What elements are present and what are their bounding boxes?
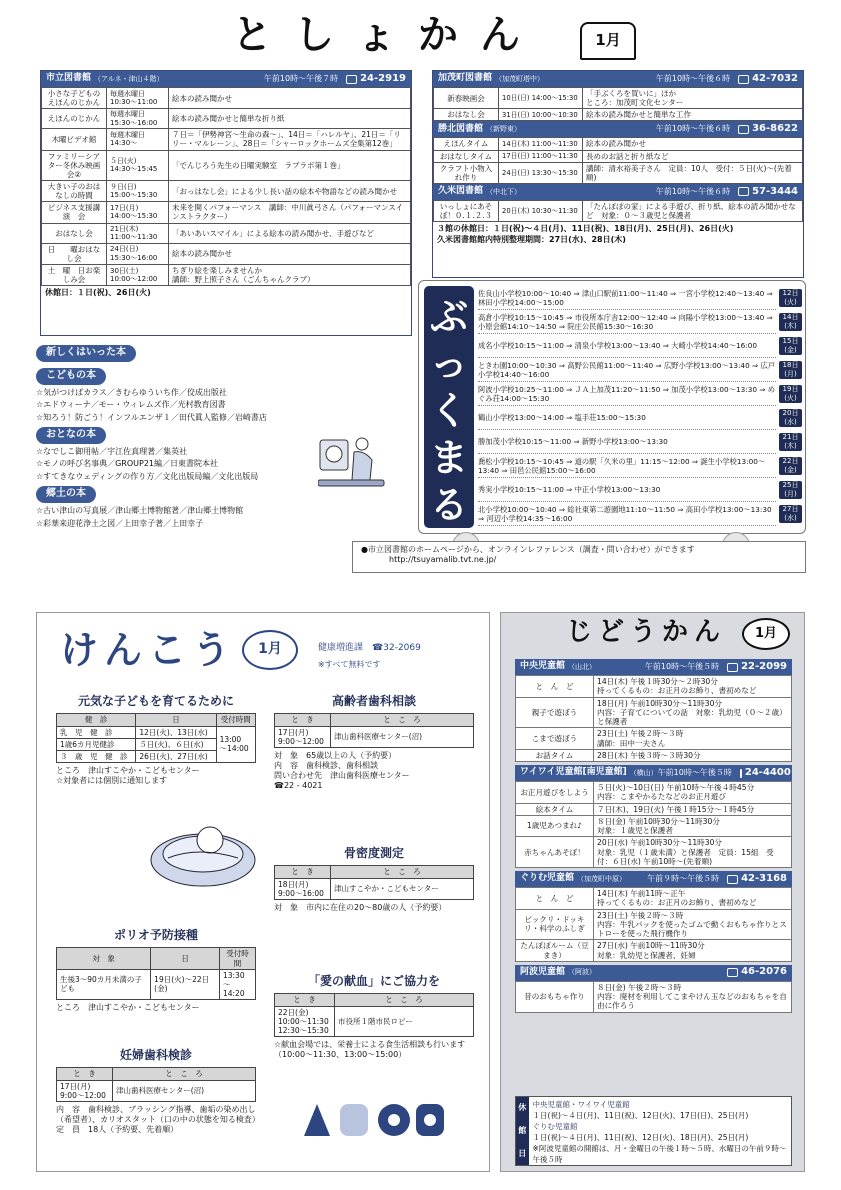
event-name: と ん ど bbox=[516, 888, 594, 910]
table-row bbox=[516, 888, 792, 910]
list-item: ☆知ろう！防ごう！インフルエンザ１／田代眞人監修／岩崎書店 bbox=[36, 412, 267, 422]
closed-label-char: 日 bbox=[518, 1148, 527, 1158]
closed-line: ※阿波児童館の開館は、月・金曜日の午後１時～５時、水曜日の午前９時～午後５時 bbox=[532, 1144, 787, 1164]
schedule-weekday: (水) bbox=[784, 513, 797, 522]
event-detail: ５日(火)～10日(日) 午前10時～午後４時45分 内容：こまやかるたなどのお正月遊び bbox=[594, 782, 792, 804]
phone-icon bbox=[727, 875, 738, 884]
table-row bbox=[434, 138, 803, 150]
table-row bbox=[42, 264, 411, 285]
kamo-header: 加茂町図書館 （加茂町塔中） 午前10時～午後６時 42-7032 bbox=[433, 71, 803, 87]
schedule-day: 14日 bbox=[782, 313, 799, 321]
center-name: ワイワイ児童館[南児童館] bbox=[520, 767, 627, 778]
event-detail: 絵本の読み聞かせ bbox=[169, 243, 411, 264]
table-row bbox=[42, 129, 411, 150]
checkup-date: ５日(火)、６日(水) bbox=[136, 738, 216, 750]
jidou-center-header bbox=[515, 965, 792, 981]
event-detail: ちぎり絵を楽しみませんか 講師：野上照子さん（ごんちゃんクラブ） bbox=[169, 264, 411, 285]
list-item: ☆気がつけばカラス／きむらゆういち作／佼成出版社 bbox=[36, 387, 227, 397]
jidou-title: じどうかん bbox=[566, 617, 727, 647]
center-name: 阿波児童館 bbox=[520, 966, 566, 977]
phone-icon bbox=[727, 663, 738, 672]
jidou-table bbox=[515, 781, 792, 868]
event-detail: 28日(木) 午後３時～３時30分 bbox=[594, 749, 792, 761]
branch-libraries-box bbox=[432, 70, 804, 278]
schedule-date bbox=[779, 337, 802, 355]
phone-icon bbox=[738, 187, 749, 196]
kenkou-dept: 健康増進課 ☎32-2069 bbox=[318, 643, 421, 653]
phone-icon bbox=[727, 968, 738, 977]
table-row bbox=[57, 969, 256, 999]
bookmobile-title-char: る bbox=[429, 483, 468, 527]
table-row bbox=[57, 726, 256, 738]
event-name: 赤ちゃんあそぼ！ bbox=[516, 837, 594, 868]
schedule-date bbox=[779, 289, 802, 307]
schedule-weekday: (月) bbox=[784, 489, 797, 498]
list-item: ☆すてきなウェディングの作り方／文化出版局編／文化出版局 bbox=[36, 471, 259, 481]
schedule-day: 21日 bbox=[782, 433, 799, 441]
column-header: 受付時間 bbox=[216, 714, 255, 726]
center-area: （横山） bbox=[629, 768, 658, 777]
schedule-weekday: (金) bbox=[784, 345, 797, 354]
city-library-table bbox=[41, 87, 411, 286]
closed-label-char: 休 bbox=[518, 1103, 527, 1113]
event-name: お話タイム bbox=[516, 749, 594, 761]
kume-table bbox=[433, 200, 803, 222]
table-header bbox=[57, 714, 256, 726]
event-detail: 絵本の読み聞かせと簡単な工作 bbox=[583, 109, 803, 121]
schedule-weekday: (金) bbox=[784, 465, 797, 474]
schedule-row: 秀実小学校10:15～11:00 ⇒ 中正小学校13:00～13:30 bbox=[478, 479, 776, 502]
event-name: 大きい子のおはなしの時間 bbox=[42, 181, 107, 202]
schedule-day: 19日 bbox=[782, 385, 799, 393]
event-name: たんぽぽルーム（豆まき） bbox=[516, 940, 594, 962]
checkup-date: 12日(火)、13日(水) bbox=[136, 726, 216, 738]
event-name: 1歳児あつまれ♪ bbox=[516, 815, 594, 837]
event-name: おはなしタイム bbox=[434, 150, 499, 162]
info-line: 問い合わせ先 津山歯科医療センター bbox=[274, 771, 410, 781]
event-detail: 未来を開くパフォーマンス 講師：中川眞弓さん（パフォーマンスインストラクター） bbox=[169, 202, 411, 223]
polio-vaccination: ポリオ予防接種 対 象 日 受付時間 生後3～90カ月未満の子ども 19日(火)～22日(金) 13:30 ～14:20 ところ 津山すこやか・こどもセンター bbox=[56, 928, 256, 1013]
info-line: 内 容 歯科検診、歯科相談 bbox=[274, 761, 378, 771]
event-name: えほんのじかん bbox=[42, 109, 107, 129]
phone-icon bbox=[738, 75, 749, 84]
checkup-time: 13:00 ～14:00 bbox=[216, 726, 255, 762]
table-row bbox=[516, 749, 792, 761]
pregnant-dental-table: と き と こ ろ 17日(月) 9:00～12:00 津山歯科医療センター(沼) bbox=[56, 1067, 256, 1101]
schedule-row: 勝加茂小学校10:15～11:00 ⇒ 新野小学校13:00～13:30 bbox=[478, 431, 776, 454]
kids-books-title: こどもの本 bbox=[36, 368, 106, 385]
center-tel: 24-4400 bbox=[744, 766, 791, 778]
event-detail: 14日(木) 午後１時30分～２時30分 持ってくるもの：お正月のお飾り、書初めなど bbox=[594, 676, 792, 698]
table-row bbox=[516, 837, 792, 868]
schedule-date bbox=[779, 385, 802, 403]
event-name: 昔のおもちゃ作り bbox=[516, 981, 594, 1012]
schedule-day: 15日 bbox=[782, 337, 799, 345]
kids-checkup-table bbox=[56, 713, 256, 763]
event-name: 新春映画会 bbox=[434, 88, 499, 109]
center-hours: 午前９時～午後５時 bbox=[647, 873, 720, 883]
event-date: 17日(日) 11:00～11:30 bbox=[499, 150, 583, 162]
schedule-weekday: (水) bbox=[784, 417, 797, 426]
local-books-title: 郷土の本 bbox=[36, 486, 96, 503]
jidou-table bbox=[515, 675, 792, 762]
jidou-closed-box bbox=[515, 1096, 792, 1166]
event-date: 毎週水曜日 15:30～16:00 bbox=[107, 109, 169, 129]
event-date: 24日(日) 13:30～15:30 bbox=[499, 162, 583, 183]
shohoku-header: 勝北図書館 （新野東） 午前10時～午後６時 36-8622 bbox=[433, 121, 803, 137]
event-detail: 絵本の読み聞かせと簡単な折り紙 bbox=[169, 109, 411, 129]
jidou-center-header bbox=[515, 659, 792, 675]
event-name: 日 曜おはなし会 bbox=[42, 243, 107, 264]
table-cell: 生後3～90カ月未満の子ども bbox=[57, 969, 151, 999]
event-detail: 「たんぽぽの家」による手遊び、折り紙、絵本の読み聞かせなど 対象：０～３歳児と保護者 bbox=[583, 200, 803, 221]
phone-icon: ☎ bbox=[372, 643, 384, 653]
pregnant-dental: 妊婦歯科検診 と き と こ ろ 17日(月) 9:00～12:00 津山歯科医療センター(沼) 内 容 歯科検診、ブラッシング指導、歯垢の染め出し（希望者）、カリオスタット（口の中の状態を知る検査） 定 員 18人（予約要、先着順） bbox=[56, 1048, 260, 1135]
checkup-name: ３ 歳 児 健 診 bbox=[57, 750, 136, 762]
checkup-name: 1歳6カ月児健診 bbox=[57, 738, 136, 750]
kenkou-free-note: ※すべて無料です bbox=[318, 660, 381, 669]
jidou-table bbox=[515, 981, 792, 1013]
schedule-row: 鶴山小学校13:00～14:00 ⇒ 塩手荘15:00～15:30 bbox=[478, 407, 776, 430]
list-item: ☆彩華来迎花浄土之図／上田幸子著／上田幸子 bbox=[36, 518, 204, 528]
table-row bbox=[516, 728, 792, 750]
schedule-weekday: (火) bbox=[784, 393, 797, 402]
blood-donation: 「愛の献血」にご協力を と き と こ ろ 22日(金) 10:00～11:30 12:30～15:30 市役所１階市民ロビー ☆献血会場では、栄養士による食生活相談も行います （10:00～11:30、13:00～15:00） bbox=[274, 974, 474, 1060]
bookmobile-title-char: ぶ bbox=[429, 295, 468, 339]
local-books-list bbox=[36, 505, 396, 530]
elder-dental-table: と き と こ ろ 17日(月) 9:00～12:00 津山歯科医療センター(沼) bbox=[274, 713, 474, 747]
list-item: ☆古い津山の写真展／津山郷土博物館著／津山郷土博物館 bbox=[36, 506, 244, 516]
column-header: 対 象 bbox=[57, 948, 151, 969]
table-row bbox=[42, 223, 411, 243]
event-date: 10日(日) 14:00～15:30 bbox=[499, 88, 583, 109]
info-line: 内 容 歯科検診、ブラッシング指導、歯垢の染め出し（希望者）、カリオスタット（口の中の状態を知る検査） bbox=[56, 1104, 260, 1125]
phone-icon bbox=[738, 125, 749, 134]
schedule-row: 阿波小学校10:25～11:00 ⇒ ＪＡ上加茂11:20～11:50 ⇒ 加茂小学校13:00～13:30 ⇒ めぐみ荘14:00～15:30 bbox=[478, 383, 776, 406]
event-name: こまで遊ぼう bbox=[516, 728, 594, 750]
center-name: 中央児童館 bbox=[520, 661, 566, 672]
schedule-day: 27日 bbox=[782, 505, 799, 513]
event-date: 31日(日) 10:00～10:30 bbox=[499, 109, 583, 121]
schedule-weekday: (木) bbox=[784, 321, 797, 330]
center-area: （山北） bbox=[568, 662, 597, 671]
schedule-row: 喬松小学校10:15～10:45 ⇒ 道の駅「久米の里」11:15～12:00 ⇒ 誕生小学校13:00～13:40 ⇒ 田邑公民館15:00～16:00 bbox=[478, 455, 776, 478]
reading-person-illustration bbox=[318, 430, 388, 490]
bookmobile-title-char: ま bbox=[429, 436, 468, 480]
closed-label-char: 館 bbox=[518, 1125, 527, 1135]
event-detail: 20日(水) 午前10時30分～11時30分 対象：乳児（１歳未満）と保護者 定員：15組 受付：６日(水) 午前10時～(先着順) bbox=[594, 837, 792, 868]
kids-checkup: 元気な子どもを育てるために 健 診 日 受付時間 乳 児 健 診 12日(火)、13日(水) 13:00 ～14:00 1歳6カ月児健診 ５日(火)、６日(水) ３ 歳 児 健 診 26日(火)、27日(水) ところ 津山すこやか・こどもセンター ☆対象者には個別に通知します bbox=[56, 694, 256, 786]
schedule-date bbox=[779, 313, 802, 331]
month-book-icon: 1月 bbox=[580, 22, 636, 60]
event-date: 21日(木) 11:00～11:30 bbox=[107, 223, 169, 243]
info-line: 対 象 65歳以上の人（予約要） bbox=[274, 750, 397, 760]
event-detail: ８日(金) 午後２時～３時 内容：廃材を利用してこまやけん玉などのおもちゃを自由に作ろう bbox=[594, 981, 792, 1012]
library-title: としょかん bbox=[232, 12, 542, 59]
table-row bbox=[42, 202, 411, 223]
city-library-box bbox=[40, 70, 412, 336]
jidou-center-header bbox=[515, 871, 792, 887]
event-name: お正月遊びをしよう bbox=[516, 782, 594, 804]
event-date: 20日(木) 10:30～11:30 bbox=[499, 200, 583, 221]
table-row bbox=[434, 88, 803, 109]
closed-line: １日(祝)～４日(月)、11日(祝)、12日(火)、17日(日)、25日(月) bbox=[532, 1111, 749, 1120]
event-date: 24日(日) 15:30～16:00 bbox=[107, 243, 169, 264]
closed-line: １日(祝)～４日(月)、11日(祝)、12日(火)、18日(月)、25日(月) bbox=[532, 1133, 749, 1142]
event-detail: 「あいあいスマイル」による絵本の読み聞かせ、手遊びなど bbox=[169, 223, 411, 243]
schedule-row: 北小学校10:00～10:40 ⇒ 総社東第二遊園地11:10～11:50 ⇒ 高田小学校13:00～13:30 ⇒ 河辺小学校14:35～16:00 bbox=[478, 503, 776, 526]
event-name: ファミリーシアター冬休み映画会② bbox=[42, 150, 107, 180]
schedule-weekday: (木) bbox=[784, 441, 797, 450]
table-row bbox=[516, 981, 792, 1012]
shohoku-table bbox=[433, 137, 803, 184]
event-date: 30日(土) 10:00～12:00 bbox=[107, 264, 169, 285]
event-date: 14日(木) 11:00～11:30 bbox=[499, 138, 583, 150]
table-header bbox=[57, 948, 256, 969]
kume-header: 久米図書館 （中北下） 午前10時～午後６時 57-3444 bbox=[433, 184, 803, 200]
city-library-header: 市立図書館 （アルネ・津山４階） 午前10時～午後７時 24-2919 bbox=[41, 71, 411, 87]
center-tel: 22-2099 bbox=[741, 660, 787, 672]
schedule-date bbox=[779, 481, 802, 499]
bone-density-table: と き と こ ろ 18日(月) 9:00～16:00 津山すこやか・こどもセンター bbox=[274, 865, 474, 899]
bookmobile-title-char: っ bbox=[429, 342, 468, 386]
center-name: ぐりむ児童館 bbox=[520, 873, 575, 884]
event-name: えほんタイム bbox=[434, 138, 499, 150]
column-header: 日 bbox=[151, 948, 220, 969]
event-name: クラフト小物入れ作り bbox=[434, 162, 499, 183]
jidou-centers bbox=[515, 656, 792, 1013]
event-detail: 長めのお話と折り紙など bbox=[583, 150, 803, 162]
event-name: 親子で遊ぼう bbox=[516, 697, 594, 728]
schedule-day: 22日 bbox=[782, 457, 799, 465]
info-line: 定 員 18人（予約要、先着順） bbox=[56, 1125, 179, 1135]
event-name: ビックリ・ドッキリ・科学のふしぎ bbox=[516, 909, 594, 940]
elder-dental: 高齢者歯科相談 と き と こ ろ 17日(月) 9:00～12:00 津山歯科医療センター(沼) 対 象 65歳以上の人（予約要） 内 容 歯科検診、歯科相談 問い合わせ先 津山歯科医療センター ☎22 - 4021 bbox=[274, 694, 474, 792]
kamo-table bbox=[433, 87, 803, 121]
center-hours: 午前10時～午後５時 bbox=[644, 661, 720, 671]
jidou-closed-label bbox=[516, 1097, 529, 1165]
schedule-day: 25日 bbox=[782, 481, 799, 489]
event-name: いっしょにあそぼ！０.１.２.３ bbox=[434, 200, 499, 221]
event-name: おはなし会 bbox=[434, 109, 499, 121]
event-detail: 「手ぶくろを買いに」ほか ところ：加茂町文化センター bbox=[583, 88, 803, 109]
event-detail: ７日(木)、19日(火) 午後１時15分～１時45分 bbox=[594, 803, 792, 815]
event-detail: 18日(月) 午前10時30分～11時30分 内容：子育てについての話 対象：乳幼児（０～２歳）と保護者 bbox=[594, 697, 792, 728]
table-cell: 13:30 ～14:20 bbox=[219, 969, 255, 999]
phone-icon bbox=[740, 769, 742, 778]
table-row bbox=[42, 109, 411, 129]
bookmobile-title-char: く bbox=[429, 389, 468, 433]
column-header: 健 診 bbox=[57, 714, 136, 726]
blood-donation-table: と き と こ ろ 22日(金) 10:00～11:30 12:30～15:30 市役所１階市民ロビー bbox=[274, 993, 474, 1037]
schedule-date bbox=[779, 457, 802, 475]
schedule-weekday: (火) bbox=[784, 297, 797, 306]
jidou-month-badge: 1月 bbox=[742, 618, 790, 650]
event-date: 毎週水曜日 10:30～11:00 bbox=[107, 88, 169, 109]
table-row bbox=[42, 88, 411, 109]
center-area: （阿波） bbox=[568, 968, 597, 977]
table-row bbox=[42, 150, 411, 180]
table-row bbox=[42, 181, 411, 202]
center-tel: 46-2076 bbox=[741, 966, 787, 978]
phone-icon bbox=[346, 75, 357, 84]
event-date: 毎週木曜日 14:30～ bbox=[107, 129, 169, 150]
center-hours: 午前10時～午後５時 bbox=[657, 767, 732, 777]
schedule-date bbox=[779, 505, 802, 523]
table-row bbox=[516, 940, 792, 962]
schedule-date bbox=[779, 409, 802, 427]
event-detail: 絵本の読み聞かせ bbox=[583, 138, 803, 150]
event-detail: 絵本の読み聞かせ bbox=[169, 88, 411, 109]
jidou-center-header bbox=[515, 765, 792, 781]
checkup-name: 乳 児 健 診 bbox=[57, 726, 136, 738]
schedule-day: 18日 bbox=[782, 361, 799, 369]
event-detail: 27日(水) 午前10時～11時30分 対象：乳幼児と保護者、妊婦 bbox=[594, 940, 792, 962]
column-header: 日 bbox=[136, 714, 216, 726]
table-row bbox=[516, 909, 792, 940]
jidou-table bbox=[515, 887, 792, 962]
event-detail: 23日(土) 午後２時～３時 内容：牛乳パックを使ったゴムで動くおもちゃ作りとストローを使った飛行機作り bbox=[594, 909, 792, 940]
event-detail: 「でんじろう先生の日曜実験室 ラブラボ第１巻」 bbox=[169, 150, 411, 180]
table-row bbox=[516, 803, 792, 815]
list-item: ☆エドウィーナ／モー・ウィレムズ作／光村教育図書 bbox=[36, 400, 226, 410]
table-row bbox=[516, 676, 792, 698]
event-date: 17日(月) 14:00～15:30 bbox=[107, 202, 169, 223]
schedule-row: ときわ園10:00～10:30 ⇒ 高野公民館11:00～11:40 ⇒ 広野小学校13:00～13:40 ⇒ 広戸小学校14:40～16:00 bbox=[478, 359, 776, 382]
three-library-closed: ３館の休館日：１日(祝)～４日(月)、11日(祝)、18日(月)、25日(月)、26日(火) bbox=[437, 224, 734, 234]
kume-closed: 久米図書館館内特別整理期間：27日(水)、28日(木) bbox=[437, 234, 626, 244]
closed-line: ぐりむ児童館 bbox=[532, 1122, 578, 1131]
event-name: と ん ど bbox=[516, 676, 594, 698]
kids-books-list bbox=[36, 387, 396, 425]
homepage-link[interactable]: http://tsuyamalib.tvt.ne.jp/ bbox=[389, 555, 497, 565]
schedule-row: 成名小学校10:15～11:00 ⇒ 清泉小学校13:00～13:40 ⇒ 大崎小学校14:40～16:00 bbox=[478, 335, 776, 358]
event-detail: ８日(金) 午前10時30分～11時30分 対象：１歳児と保護者 bbox=[594, 815, 792, 837]
bone-density: 骨密度測定 と き と こ ろ 18日(月) 9:00～16:00 津山すこやか・こどもセンター 対 象 市内に在住の20～80歳の人（予約要） bbox=[274, 846, 474, 913]
schedule-weekday: (月) bbox=[784, 369, 797, 378]
kenkou-title: けんこう bbox=[60, 628, 237, 672]
center-tel: 42-3168 bbox=[741, 872, 787, 884]
table-row bbox=[42, 243, 411, 264]
event-detail: 23日(土) 午後２時～３時 講師：田中一夫さん bbox=[594, 728, 792, 750]
event-name: 土 曜 日お楽しみ会 bbox=[42, 264, 107, 285]
table-row bbox=[434, 109, 803, 121]
table-cell: 19日(火)～22日(金) bbox=[151, 969, 220, 999]
homepage-box: ●市立図書館のホームページから、オンラインレファレンス（調査・問い合わせ）ができます http://tsuyamalib.tvt.ne.jp/ bbox=[352, 541, 806, 573]
event-name: 木曜ビデオ館 bbox=[42, 129, 107, 150]
bookmobile-title bbox=[424, 286, 474, 528]
event-name: 小さな子どものえほんのじかん bbox=[42, 88, 107, 109]
closed-line: 中央児童館・ワイワイ児童館 bbox=[532, 1100, 630, 1109]
abo-blood-type-logo bbox=[300, 1100, 450, 1140]
schedule-day: 20日 bbox=[782, 409, 799, 417]
list-item: ☆モノの呼び名事典／GROUP21編／日東書院本社 bbox=[36, 459, 219, 469]
event-name: ビジネス支援講 演 会 bbox=[42, 202, 107, 223]
event-detail: 講師：清水裕美子さん 定員：10人 受付：５日(火)～(先着順) bbox=[583, 162, 803, 183]
baby-illustration bbox=[148, 810, 258, 890]
list-item: ☆なでしこ御用帖／宇江佐真理著／集英社 bbox=[36, 446, 188, 456]
table-row bbox=[516, 697, 792, 728]
schedule-day: 12日 bbox=[782, 289, 799, 297]
schedule-row: 佐良山小学校10:00～10:40 ⇒ 津山口駅前11:00～11:40 ⇒ 一宮小学校12:40～13:40 ⇒ 林田小学校14:00～15:00 bbox=[478, 287, 776, 310]
event-detail: 「おっはなし会」による少し長い話の絵本や物語などの読み聞かせ bbox=[169, 181, 411, 202]
event-date: ９日(日) 15:00～15:30 bbox=[107, 181, 169, 202]
checkup-date: 26日(火)、27日(水) bbox=[136, 750, 216, 762]
table-row bbox=[434, 162, 803, 183]
new-books-title: 新しくはいった本 bbox=[36, 345, 136, 362]
event-date: ５日(火) 14:30～15:45 bbox=[107, 150, 169, 180]
event-detail: 14日(木) 午前11時～正午 持ってくるもの：お正月のお飾り、書初めなど bbox=[594, 888, 792, 910]
schedule-row: 高倉小学校10:15～10:45 ⇒ 市役所本庁舎12:00～12:40 ⇒ 向陽小学校13:00～13:40 ⇒ 小原会館14:10～14:50 ⇒ 院庄公民館15:30～16:30 bbox=[478, 311, 776, 334]
table-row bbox=[516, 782, 792, 804]
city-closed-days: 休館日：１日(祝)、26日(火) bbox=[45, 288, 151, 298]
schedule-date bbox=[779, 361, 802, 379]
center-area: （加茂町中原） bbox=[577, 874, 627, 883]
event-detail: ７日＝「伊勢神宮～生命の森～」、14日＝「ハレルヤ」、21日＝「リリー・マルレーン」、28日＝「シャーロックホームズ全集第12巻」 bbox=[169, 129, 411, 150]
info-line: ☎22 - 4021 bbox=[274, 781, 323, 791]
table-row bbox=[434, 200, 803, 221]
table-row bbox=[516, 815, 792, 837]
column-header: 受付時間 bbox=[219, 948, 255, 969]
event-name: おはなし会 bbox=[42, 223, 107, 243]
kenkou-month-badge: 1月 bbox=[242, 630, 298, 670]
event-name: 絵本タイム bbox=[516, 803, 594, 815]
adult-books-title: おとなの本 bbox=[36, 427, 106, 444]
schedule-date bbox=[779, 433, 802, 451]
table-row bbox=[434, 150, 803, 162]
polio-table bbox=[56, 947, 256, 1000]
